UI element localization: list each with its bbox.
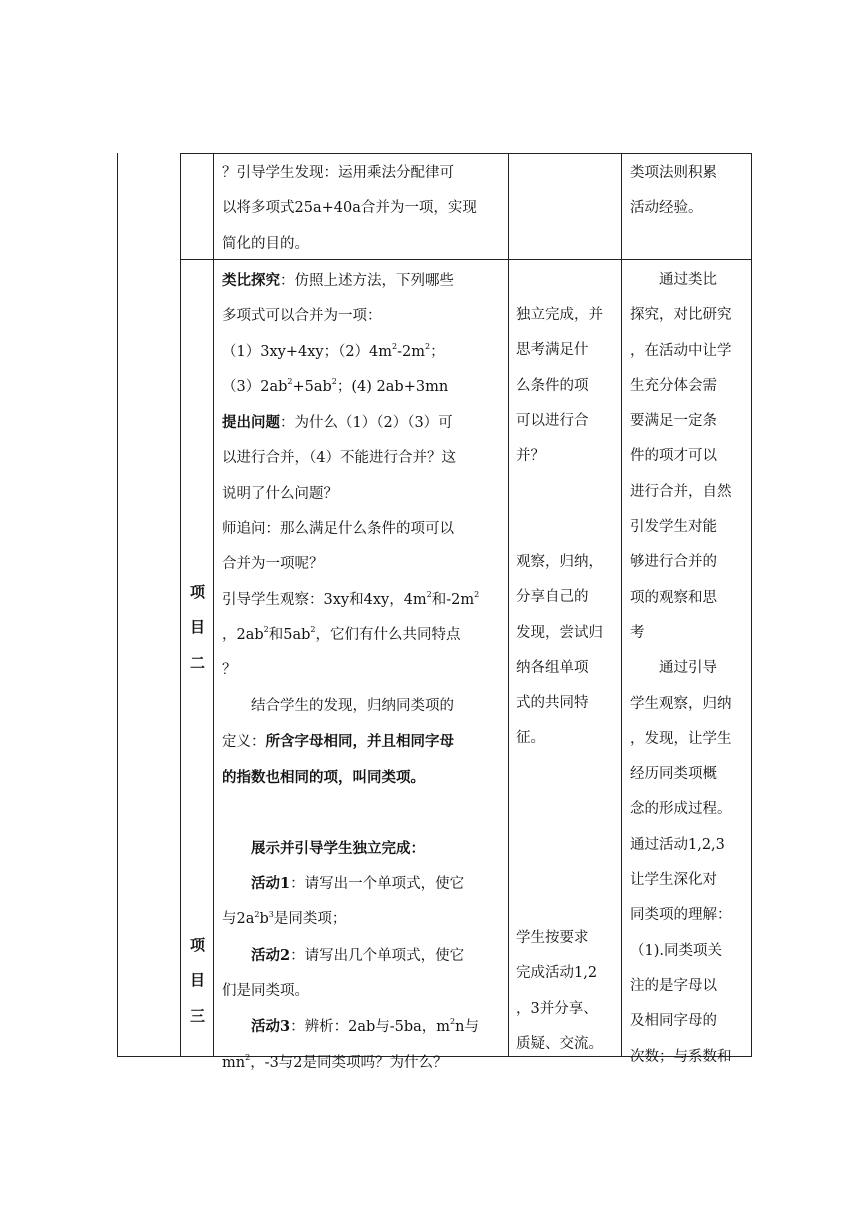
text-line: 合并为一项呢？ <box>222 556 324 573</box>
student-activity-block-1: 独立完成，并 思考满足什 么条件的项 可以进行合 并？ <box>516 307 603 465</box>
text-line: 活动经验。 <box>630 200 703 217</box>
text-line: 活动2：请写出几个单项式，使它 <box>251 946 465 964</box>
column-divider <box>213 153 214 1056</box>
text-line: 多项式可以合并为一项： <box>222 308 382 325</box>
table-border-left <box>117 153 118 1056</box>
text-line: 引导学生观察：3xy和4xy，$4m^2$和$-2m^2$ <box>222 589 480 608</box>
text-line: 定义：所含字母相同，并且相同字母 <box>222 732 454 750</box>
table-top-border <box>180 153 752 154</box>
blank-line <box>222 795 502 830</box>
text-line: 师追问：那么满足什么条件的项可以 <box>222 521 454 538</box>
text-line: 以将多项式25a+40a合并为一项，实现 <box>222 200 477 217</box>
text-line: 提出问题：为什么（1）（2）（3）可 <box>222 414 453 432</box>
table-border-right <box>751 153 752 1056</box>
column-divider <box>180 153 181 1056</box>
text-line: 与$2a^2b^3$是同类项； <box>222 909 347 928</box>
definition-line: 的指数也相同的项，叫同类项。 <box>222 769 425 787</box>
text-line: 类项法则积累 <box>630 165 717 181</box>
text-line: 活动1：请写出一个单项式，使它 <box>251 875 465 893</box>
text-line: ，$2ab^2$和$5ab^2$，它们有什么共同特点 <box>222 625 461 643</box>
row2-content-cell <box>222 263 502 1081</box>
column-divider <box>621 153 622 1056</box>
project-2-label: 项 目 二 <box>189 583 205 672</box>
text-line: 以进行合并，（4）不能进行合并？这 <box>222 450 456 467</box>
row1-intent-cell <box>630 156 745 227</box>
text-line: 说明了什么问题？ <box>222 485 338 502</box>
text-line: $mn^2$，-3与2是同类项吗？为什么？ <box>222 1052 448 1071</box>
text-line: ？ <box>222 662 237 679</box>
design-intent-cell: 通过类比 探究，对比研究 ，在活动中让学 生充分体会需 要满足一定条 件的项才可以 进行合并，自然 引发学生对能 够进行合并的 项的观察和思 考 通过引导 学生观察，归纳 ，发现，让学生 经历同类项概 念的形成过程。 通过活动1,2,3 让学生深化对 同类项的理解： （1).同类项关 注的是字母以 及相同字母的 次数；与系数和 <box>630 272 732 1065</box>
column-divider <box>508 153 509 1056</box>
text-line: 活动3：辨析：2ab与-5ba，$m^2n$与 <box>251 1017 479 1036</box>
text-line: $(3)2ab^2+5ab^2$；(4) 2ab+3mn <box>222 377 449 395</box>
text-line: ？引导学生发现：运用乘法分配律可 <box>222 165 454 181</box>
text-line: 简化的目的。 <box>222 235 309 252</box>
text-line: 们是同类项。 <box>222 982 309 999</box>
student-activity-block-2: 观察，归纳， 分享自己的 发现，尝试归 纳各组单项 式的共同特 征。 <box>516 554 603 747</box>
student-activity-block-3: 学生按要求 完成活动1,2 ，3并分享、 质疑、交流。 <box>516 930 603 1052</box>
row1-content-cell <box>222 156 502 262</box>
text-line: 展示并引导学生独立完成： <box>251 839 425 857</box>
text-line: 结合学生的发现，归纳同类项的 <box>251 697 454 714</box>
text-line: （1）3xy+4xy；$(2)4m^2-2m^2$； <box>222 341 445 360</box>
project-3-label: 项 目 三 <box>189 936 205 1025</box>
text-line: 类比探究：仿照上述方法，下列哪些 <box>222 272 454 289</box>
